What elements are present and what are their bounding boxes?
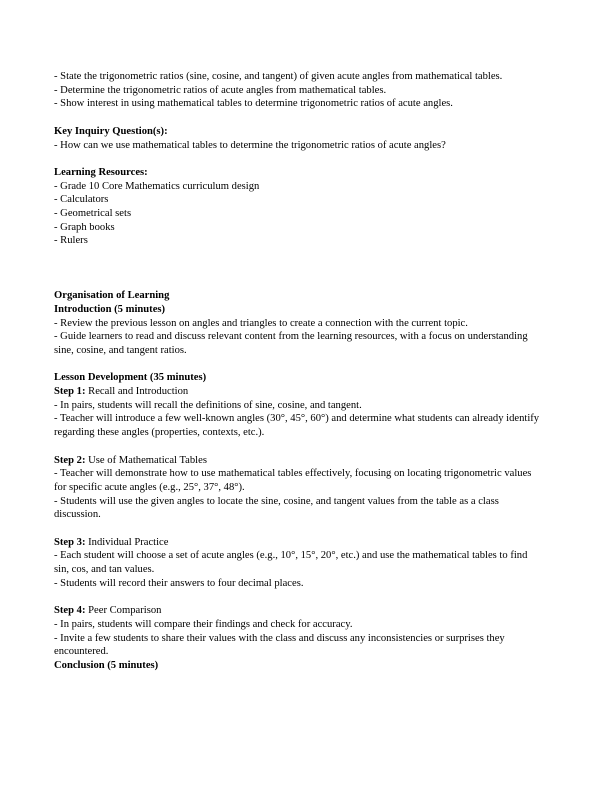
resource-item: - Rulers [54, 235, 88, 247]
organisation-section [54, 289, 544, 358]
step-label: Step 2: [54, 454, 86, 466]
resource-item: - Calculators [54, 194, 109, 206]
resource-item: - Grade 10 Core Mathematics curriculum design [54, 180, 260, 192]
step-title: Recall and Introduction [85, 386, 189, 398]
step-heading [54, 604, 544, 618]
step-4 [54, 604, 544, 659]
objective-item: - State the trigonometric ratios (sine, cosine, and tangent) of given acute angles from mathematical tables. [54, 71, 503, 82]
introduction-item: - Review the previous lesson on angles and triangles to create a connection with the current topic. [54, 317, 468, 329]
step-heading [54, 536, 544, 550]
objectives-list [54, 70, 544, 111]
step-heading [54, 385, 544, 399]
step-label: Step 3: [54, 536, 86, 548]
step-item: - In pairs, students will recall the definitions of sine, cosine, and tangent. [54, 399, 362, 411]
lesson-development-section [54, 371, 544, 659]
step-2 [54, 454, 544, 523]
introduction-item: - Guide learners to read and discuss relevant content from the learning resources, with a focus on understanding sine, cosine, and tangent ratios. [54, 331, 528, 356]
step-item: - Invite a few students to share their values with the class and discuss any inconsistencies or surprises they encountered. [54, 632, 505, 658]
inquiry-item: - How can we use mathematical tables to determine the trigonometric ratios of acute angles? [54, 139, 446, 151]
learning-resources-section [54, 166, 544, 248]
step-item: - Teacher will introduce a few well-known angles (30°, 45°, 60°) and determine what students can already identify regarding these angles (properties, contexts, etc.). [54, 413, 540, 439]
key-inquiry-heading: Key Inquiry Question(s): [54, 125, 168, 137]
step-item: - Teacher will demonstrate how to use mathematical tables effectively, focusing on locating trigonometric values for specific acute angles (e.g., 25°, 37°, 48°). [54, 468, 532, 493]
step-title: Peer Comparison [85, 605, 162, 617]
learning-resources-heading: Learning Resources: [54, 166, 148, 178]
introduction-heading: Introduction (5 minutes) [54, 303, 166, 315]
conclusion-heading: Conclusion (5 minutes) [54, 660, 159, 672]
step-title: Use of Mathematical Tables [85, 454, 207, 466]
objective-item: - Show interest in using mathematical tables to determine trigonometric ratios of acute angles. [54, 98, 453, 110]
step-item: - Each student will choose a set of acute angles (e.g., 10°, 15°, 20°, etc.) and use the mathematical tables to find sin, cos, and tan values. [54, 550, 528, 576]
step-item: - Students will record their answers to four decimal places. [54, 577, 304, 589]
key-inquiry-section [54, 125, 544, 152]
resource-item: - Geometrical sets [54, 208, 132, 219]
step-heading [54, 454, 544, 468]
organisation-heading: Organisation of Learning [54, 290, 170, 302]
step-label: Step 4: [54, 605, 86, 617]
resource-item: - Graph books [54, 221, 115, 233]
step-title: Individual Practice [85, 536, 169, 548]
step-item: - Students will use the given angles to locate the sine, cosine, and tangent values from the table as a class discussion. [54, 495, 499, 521]
step-1 [54, 385, 544, 440]
lesson-plan-page [54, 70, 544, 673]
step-label: Step 1: [54, 386, 86, 398]
lesson-development-heading: Lesson Development (35 minutes) [54, 372, 207, 384]
step-item: - In pairs, students will compare their findings and check for accuracy. [54, 618, 353, 630]
step-3 [54, 536, 544, 591]
objective-item: - Determine the trigonometric ratios of acute angles from mathematical tables. [54, 84, 387, 96]
